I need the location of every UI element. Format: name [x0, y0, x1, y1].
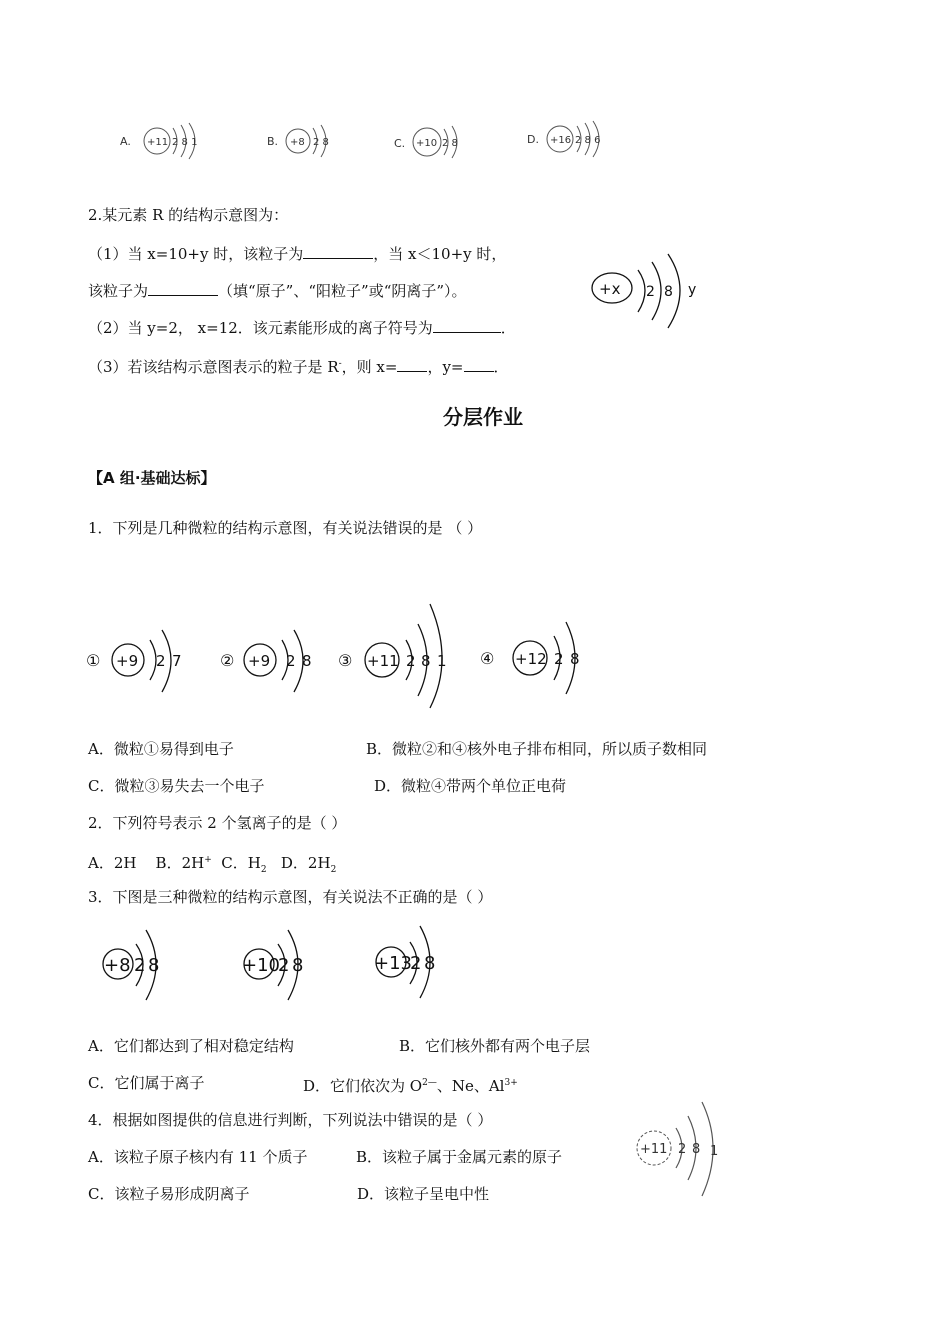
a1-diagram-4 [480, 612, 590, 702]
shell-arc [638, 270, 645, 312]
a3-option-d-text-b: 、Ne、Al [436, 1077, 505, 1095]
nucleus-charge: +11 [147, 137, 169, 148]
answer-blank[interactable] [397, 356, 427, 372]
q2-part3-line [88, 354, 509, 377]
a4-option-a: A．该粒子原子核内有 11 个质子 [88, 1148, 308, 1166]
q2-part3-text-d: ． [493, 358, 509, 376]
diagram-label: ② [220, 651, 235, 670]
q2-part3-text-c: ，y= [427, 358, 464, 376]
q2-part1-text-d: （填“原子”、“阳粒子”或“阴离子”）。 [218, 282, 467, 300]
a2-option-c-sub: 2 [260, 865, 267, 875]
shell-electrons: 2 [406, 652, 416, 670]
q2-stem: 2.某元素 R 的结构示意图为： [88, 206, 289, 224]
shell-electrons: 2 8 1 [172, 137, 198, 148]
shell-electrons: 8 [692, 1142, 701, 1157]
group-title: 【A 组·基础达标】 [88, 469, 216, 487]
q2-structure-diagram [590, 252, 720, 332]
shell-electrons: 2 [156, 652, 166, 670]
shell-electrons: 8 [148, 955, 160, 976]
a4-option-b: B．该粒子属于金属元素的原子 [356, 1148, 563, 1166]
nucleus-charge: +8 [290, 137, 305, 148]
a3-option-d-sup2: 3+ [504, 1078, 518, 1088]
a1-option-a: A．微粒①易得到电子 [88, 740, 234, 758]
nucleus-charge: +11 [367, 652, 399, 670]
shell-electrons: 1 [437, 652, 447, 670]
a3-option-d [303, 1073, 518, 1096]
option-label: C. [394, 137, 406, 150]
a1-diagram-1 [86, 618, 196, 700]
a2-option-c-text: C．H [221, 854, 261, 872]
diagram-label: ④ [480, 649, 495, 668]
nucleus-charge: +x [599, 280, 621, 298]
a2-option-a: A．2H [88, 854, 137, 872]
shell-electrons: 2 [134, 955, 146, 976]
shell-electrons: 2 [554, 650, 564, 668]
a3-option-b: B．它们核外都有两个电子层 [399, 1037, 591, 1055]
shell-electrons: 2 [278, 955, 290, 976]
a4-option-d: D．该粒子呈电中性 [357, 1185, 490, 1203]
shell-electrons: 8 [421, 652, 431, 670]
nucleus-charge: +8 [104, 955, 131, 976]
top-option-c-diagram [392, 122, 482, 166]
a4-structure-diagram [632, 1100, 732, 1200]
q2-part1-text-a: （1）当 x=10+y 时，该粒子为 [88, 245, 304, 263]
answer-blank[interactable] [433, 317, 501, 333]
top-option-a-diagram [115, 120, 215, 164]
nucleus-charge: +10 [242, 955, 280, 976]
top-option-d-diagram [525, 118, 625, 162]
nucleus-charge: +16 [550, 135, 572, 146]
a2-option-d-sub: 2 [330, 865, 337, 875]
a2-stem: 2．下列符号表示 2 个氢离子的是（ ） [88, 814, 347, 832]
q2-part2-text-a: （2）当 y=2， x=12．该元素能形成的离子符号为 [88, 319, 433, 337]
nucleus-charge: +9 [116, 652, 139, 670]
a3-diagram-1 [100, 926, 190, 1004]
shell-electrons: 7 [172, 652, 182, 670]
q2-part3-text-a: （3）若该结构示意图表示的粒子是 R [88, 358, 339, 376]
a1-diagram-2 [220, 618, 330, 700]
section-title: 分层作业 [443, 405, 523, 429]
nucleus-charge: +10 [416, 138, 438, 149]
shell-electrons: 2 [410, 953, 422, 974]
answer-blank[interactable] [303, 243, 373, 259]
q2-part3-sup: - [338, 359, 342, 369]
q2-part1-line1 [88, 243, 506, 264]
nucleus-charge: +12 [515, 650, 547, 668]
shell-electrons: y [688, 282, 697, 298]
a2-option-b-text: B．2H [155, 854, 205, 872]
shell-electrons: 8 [424, 953, 436, 974]
option-label: A. [120, 135, 131, 148]
a1-stem: 1．下列是几种微粒的结构示意图，有关说法错误的是 （ ） [88, 519, 483, 537]
option-label: D. [527, 133, 539, 146]
q2-part1-text-c: 该粒子为 [88, 282, 149, 300]
answer-blank[interactable] [148, 280, 218, 296]
a1-diagram-3 [338, 600, 458, 710]
a3-option-d-sup1: 2— [422, 1078, 437, 1088]
shell-electrons: 2 8 [442, 138, 458, 149]
q2-part1-line2 [88, 280, 467, 301]
shell-electrons: 8 [292, 955, 304, 976]
a3-diagram-2 [240, 926, 330, 1004]
a2-option-d-text: D．2H [280, 854, 331, 872]
a2-option-c [221, 854, 267, 875]
q2-part1-text-b: ，当 x＜10+y 时， [373, 245, 507, 263]
q2-part2-line [88, 317, 516, 338]
nucleus-charge: +11 [640, 1142, 668, 1157]
nucleus-charge: +13 [374, 953, 412, 974]
a3-option-d-text-a: D．它们依次为 O [303, 1077, 423, 1095]
shell-electrons: 2 [678, 1142, 687, 1157]
shell-electrons: 8 [570, 650, 580, 668]
diagram-label: ③ [338, 651, 353, 670]
shell-electrons: 2 [286, 652, 296, 670]
a2-option-b-sup: + [204, 855, 212, 865]
shell-electrons: 2 8 [313, 137, 329, 148]
top-option-b-diagram [265, 120, 355, 164]
a2-option-d [280, 854, 337, 875]
shell-electrons: 2 [646, 284, 655, 300]
a1-option-b: B．微粒②和④核外电子排布相同，所以质子数相同 [366, 740, 708, 758]
a4-option-c: C．该粒子易形成阴离子 [88, 1185, 250, 1203]
a1-option-d: D．微粒④带两个单位正电荷 [374, 777, 567, 795]
answer-blank[interactable] [464, 356, 494, 372]
diagram-label: ① [86, 651, 101, 670]
q2-part2-text-b: ． [500, 319, 516, 337]
a3-option-c: C．它们属于离子 [88, 1074, 205, 1092]
nucleus-charge: +9 [248, 652, 271, 670]
shell-electrons: 2 8 6 [575, 135, 601, 146]
shell-electrons: 1 [710, 1144, 719, 1159]
shell-electrons: 8 [302, 652, 312, 670]
option-label: B. [267, 135, 279, 148]
a1-option-c: C．微粒③易失去一个电子 [88, 777, 265, 795]
a2-option-b [156, 854, 212, 872]
a4-stem: 4．根据如图提供的信息进行判断，下列说法中错误的是（ ） [88, 1111, 493, 1129]
a3-stem: 3．下图是三种微粒的结构示意图，有关说法不正确的是（ ） [88, 888, 493, 906]
q2-part3-text-b: ，则 x= [341, 358, 398, 376]
shell-electrons: 8 [664, 284, 673, 300]
a3-option-a: A．它们都达到了相对稳定结构 [88, 1037, 294, 1055]
a2-options [88, 850, 336, 880]
a3-diagram-3 [372, 922, 462, 1000]
